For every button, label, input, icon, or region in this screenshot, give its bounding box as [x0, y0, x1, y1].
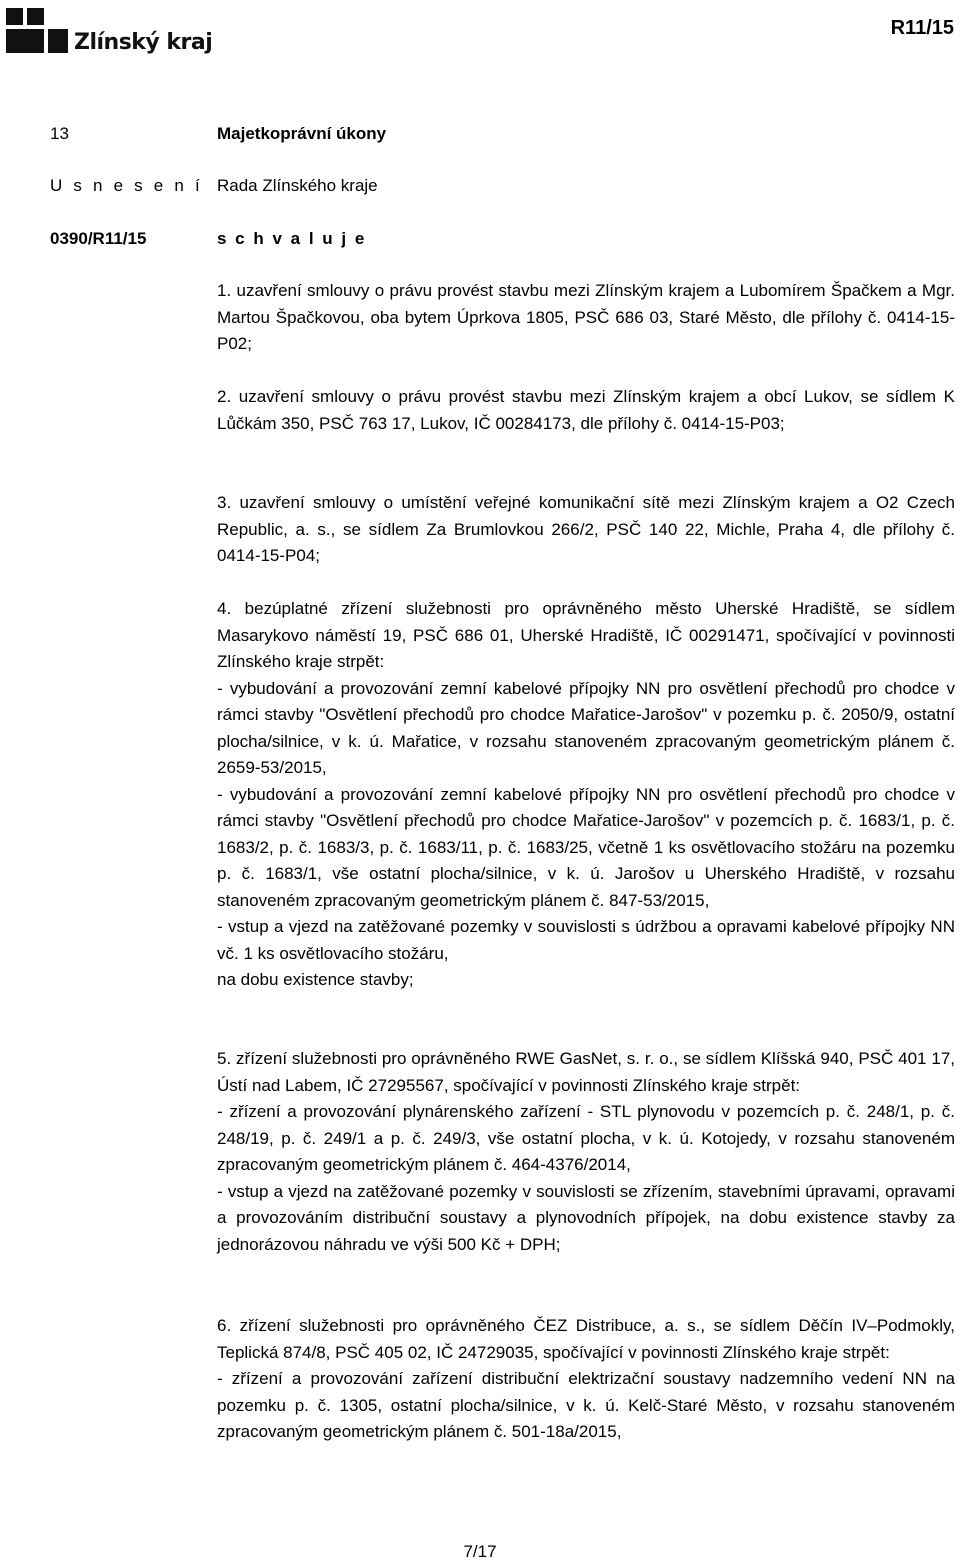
- agenda-title: Majetkoprávní úkony: [217, 124, 387, 143]
- document-code: R11/15: [890, 17, 954, 39]
- resolution-item-4: [217, 596, 955, 994]
- item-paragraph: 6. zřízení služebnosti pro oprávněného ČEZ Distribuce, a. s., se sídlem Děčín IV–Podmokly, Teplická 874/8, PSČ 405 02, IČ 24729035, spočívající v povinnosti Zlínského kraje strpět:: [217, 1316, 955, 1362]
- item-paragraph: - zřízení a provozování zařízení distribuční elektrizační soustavy nadzemního vedení NN na pozemku p. č. 1305, ostatní plocha/silnice, v k. ú. Kelč-Staré Město, v rozsahu stanoveném zpracovaným geometrickým plánem č. 501-18a/2015,: [217, 1369, 955, 1441]
- item-paragraph: 1. uzavření smlouvy o právu provést stavbu mezi Zlínským krajem a Lubomírem Špačkem a Mgr. Martou Špačkovou, oba bytem Úprkova 1805, PSČ 686 03, Staré Město, dle přílohy č. 0414-15-P02;: [217, 281, 955, 353]
- item-paragraph: 2. uzavření smlouvy o právu provést stavbu mezi Zlínským krajem a obcí Lukov, se sídlem K Lůčkám 350, PSČ 763 17, Lukov, IČ 00284173, dle přílohy č. 0414-15-P03;: [217, 387, 955, 433]
- item-paragraph: 4. bezúplatné zřízení služebnosti pro oprávněného město Uherské Hradiště, se sídlem Masarykovo náměstí 19, PSČ 686 01, Uherské Hradiště, IČ 00291471, spočívající v povinnosti Zlínského kraje strpět:: [217, 599, 955, 671]
- page-header: [0, 0, 960, 60]
- item-paragraph: 3. uzavření smlouvy o umístění veřejné komunikační sítě mezi Zlínským krajem a O2 Czech Republic, a. s., se sídlem Za Brumlovkou 266/2, PSČ 140 22, Michle, Praha 4, dle přílohy č. 0414-15-P04;: [217, 493, 955, 565]
- resolution-id: 0390/R11/15: [50, 229, 147, 248]
- council-name: Rada Zlínského kraje: [217, 176, 378, 195]
- page-number: 7/17: [463, 1542, 497, 1561]
- item-paragraph: - vybudování a provozování zemní kabelové přípojky NN pro osvětlení přechodů pro chodce v rámci stavby "Osvětlení přechodů pro chodce Mařatice-Jarošov" v pozemku p. č. 2050/9, ostatní plocha/silnice, v k. ú. Mařatice, v rozsahu stanoveném zpracovaným geometrickým plánem č. 2659-53/2015,: [217, 678, 955, 777]
- logo-squares-icon: [6, 8, 68, 54]
- item-paragraph: - vstup a vjezd na zatěžované pozemky v souvislosti s údržbou a opravami kabelové přípojky NN vč. 1 ks osvětlovacího stožáru,: [217, 917, 955, 963]
- item-paragraph: 5. zřízení služebnosti pro oprávněného RWE GasNet, s. r. o., se sídlem Klíšská 940, PSČ 401 17, Ústí nad Labem, IČ 27295567, spočívající v povinnosti Zlínského kraje strpět:: [217, 1049, 955, 1095]
- item-paragraph: - vybudování a provozování zemní kabelové přípojky NN pro osvětlení přechodů pro chodce v rámci stavby "Osvětlení přechodů pro chodce Mařatice-Jarošov" v pozemcích p. č. 1683/1, p. č. 1683/2, p. č. 1683/3, p. č. 1683/11, p. č. 1683/25, včetně 1 ks osvětlovacího stožáru na pozemku p. č. 1683/1, vše ostatní plocha/silnice, v k. ú. Jarošov u Uherského Hradiště, v rozsahu stanoveném zpracovaným geometrickým plánem č. 847-53/2015,: [217, 784, 955, 910]
- resolution-item-1: [217, 278, 955, 358]
- resolution-item-6: [217, 1313, 955, 1446]
- resolution-verb: s c h v a l u j e: [217, 229, 367, 248]
- resolution-item-5: [217, 1046, 955, 1258]
- item-paragraph: - zřízení a provozování plynárenského zařízení - STL plynovodu v pozemcích p. č. 248/1, p. č. 248/19, p. č. 249/1 a p. č. 249/3, vše ostatní plocha, v k. ú. Kotojedy, v rozsahu stanoveném zpracovaným geometrickým plánem č. 464-4376/2014,: [217, 1102, 955, 1174]
- resolution-item-2: [217, 384, 955, 437]
- zlinsky-kraj-logo: [6, 8, 213, 55]
- resolution-item-3: [217, 490, 955, 570]
- logo-text: Zlínský kraj: [74, 30, 213, 55]
- agenda-number: 13: [50, 124, 69, 143]
- item-paragraph: na dobu existence stavby;: [217, 970, 414, 989]
- resolution-label: U s n e s e n í: [50, 176, 203, 195]
- item-paragraph: - vstup a vjezd na zatěžované pozemky v souvislosti se zřízením, stavebními úpravami, opravami a provozováním distribuční soustavy a plynovodních přípojek, na dobu existence stavby za jednorázovou náhradu ve výši 500 Kč + DPH;: [217, 1181, 955, 1254]
